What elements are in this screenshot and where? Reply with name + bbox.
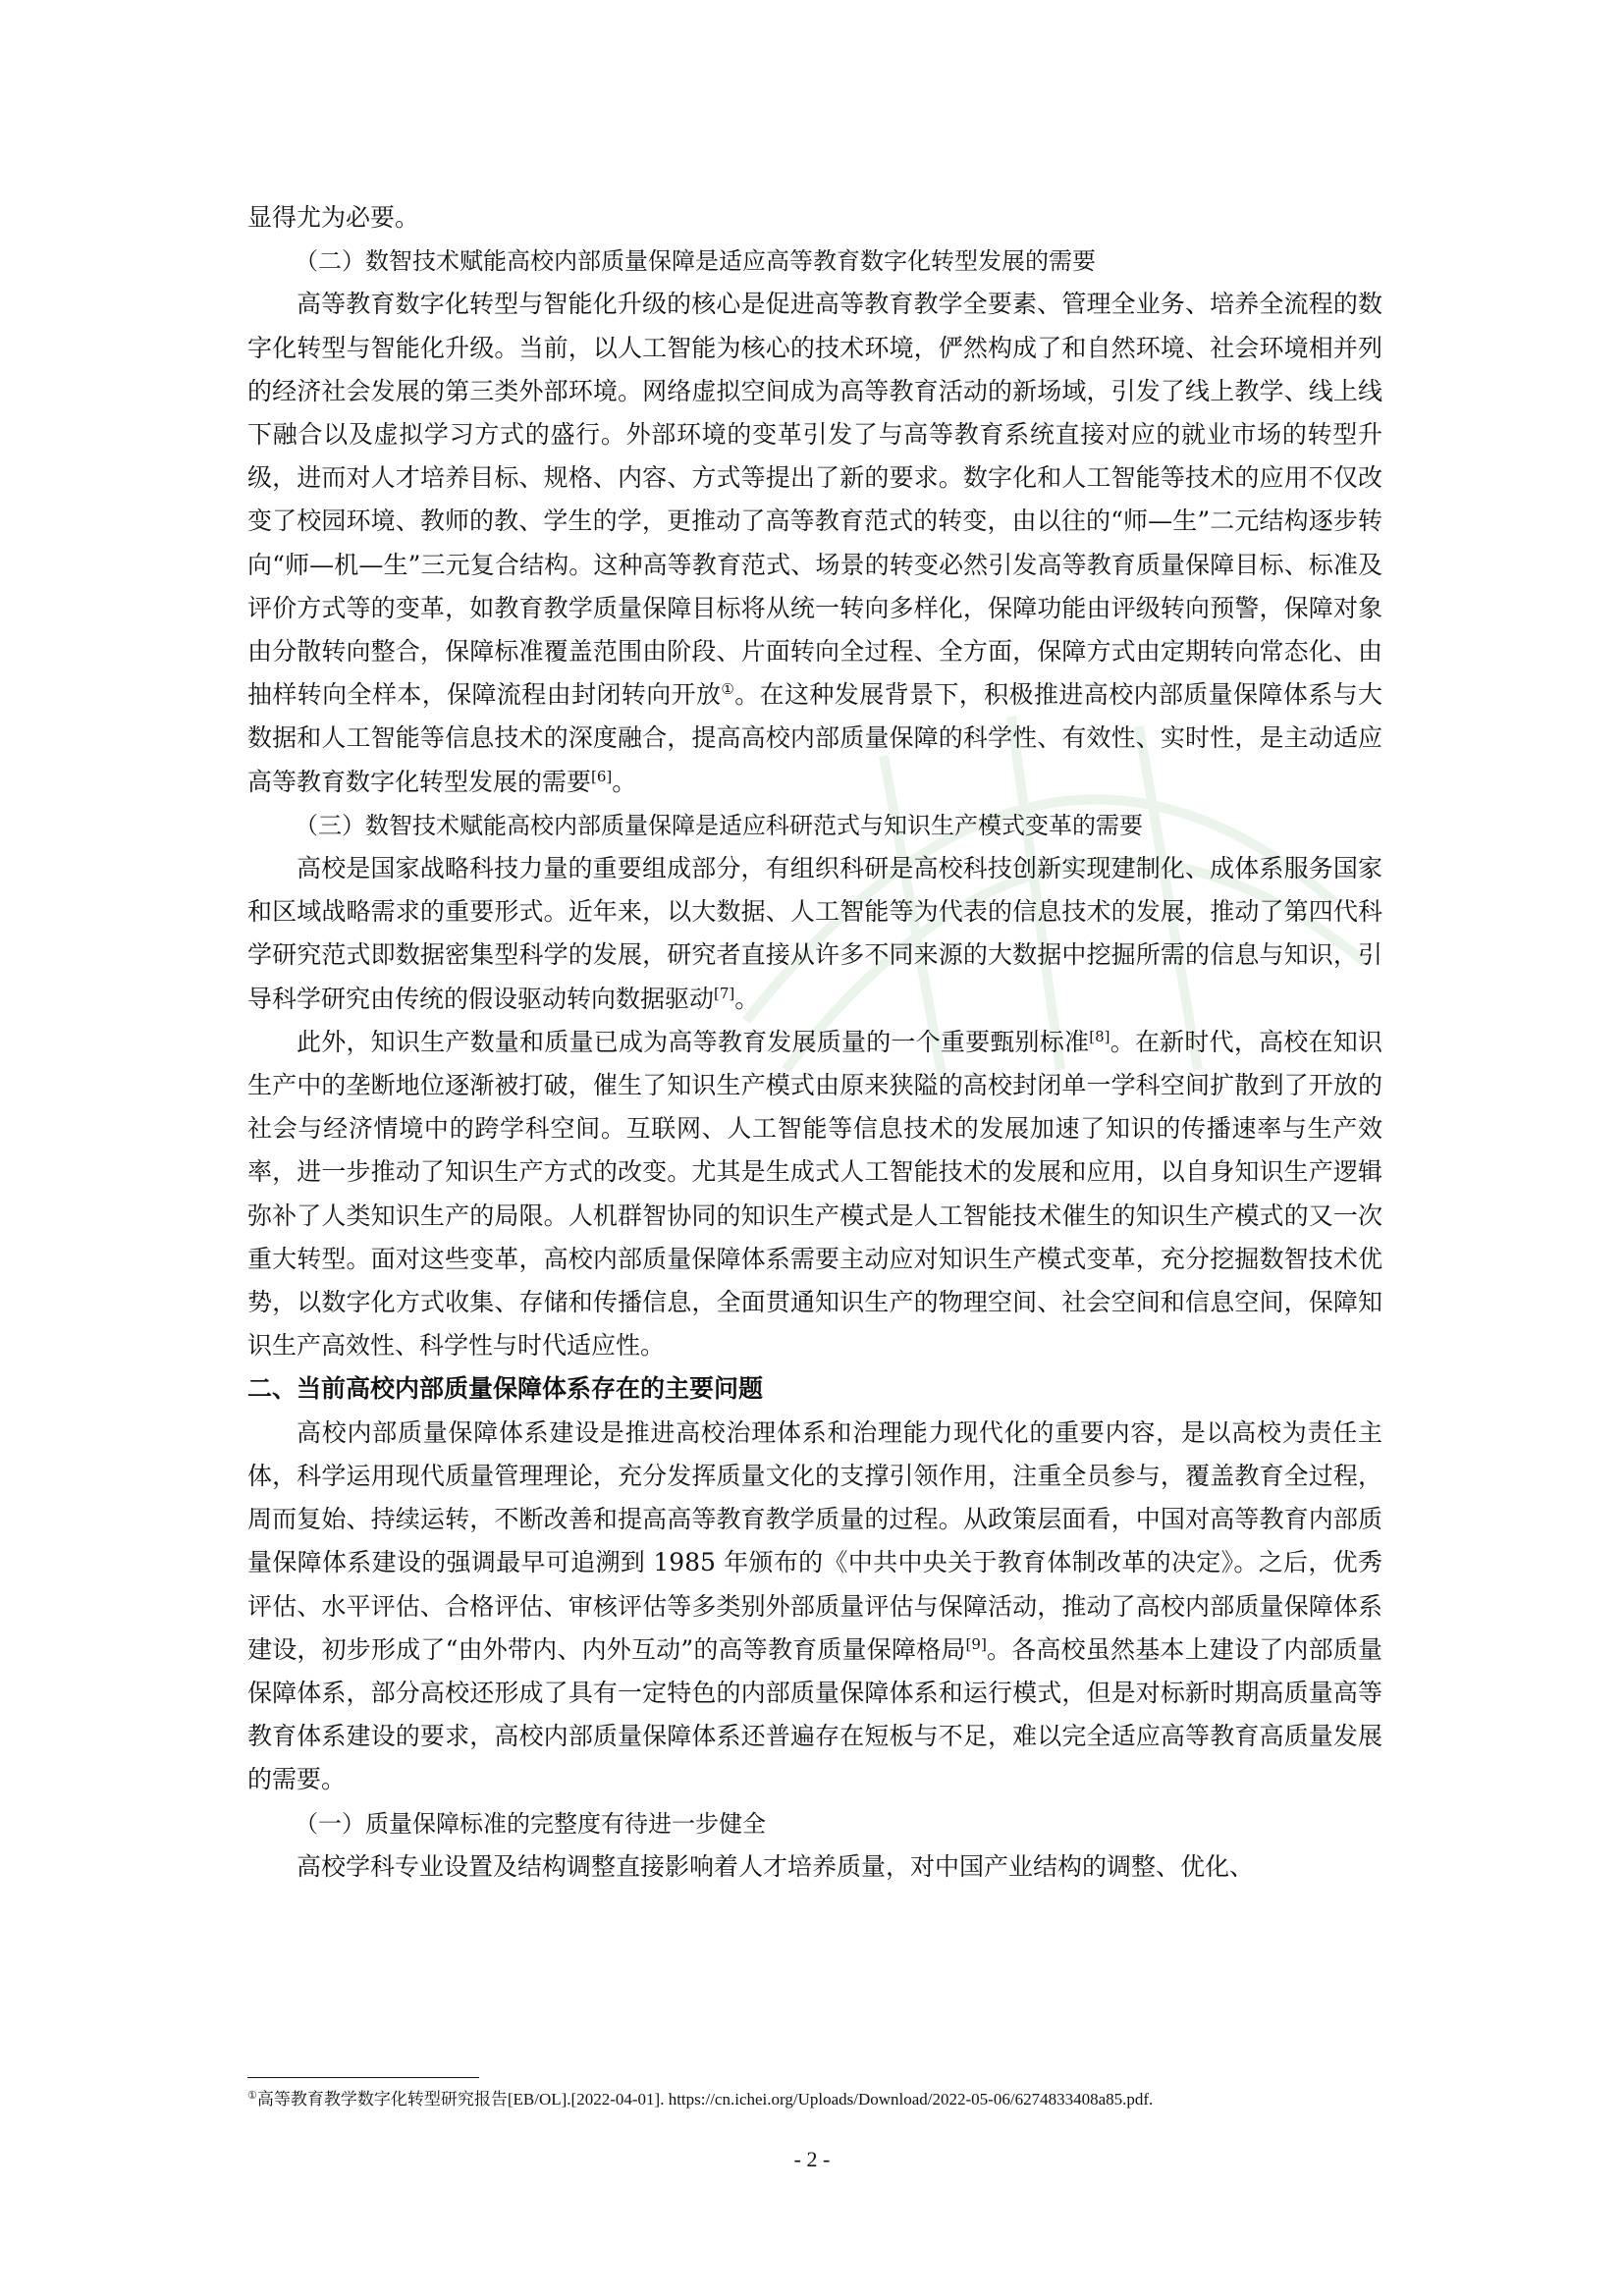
subsection-heading-3: （三）数智技术赋能高校内部质量保障是适应科研范式与知识生产模式变革的需要 (295, 811, 1143, 839)
citation-ref: [6] (591, 767, 613, 785)
page-body (247, 196, 1382, 1889)
subsection-heading-2: （二）数智技术赋能高校内部质量保障是适应高等教育数字化转型发展的需要 (295, 247, 1096, 276)
paragraph-discipline-setting: 高校学科专业设置及结构调整直接影响着人才培养质量，对中国产业结构的调整、优化、 (297, 1851, 1255, 1881)
subsection-heading-1: （一）质量保障标准的完整度有待进一步健全 (295, 1809, 766, 1838)
footnote-marker: ① (721, 680, 735, 699)
footnote-text: 高等教育教学数字化转型研究报告[EB/OL].[2022-04-01]. https://cn.ichei.org/Uploads/Download/2022-05-06/6274833408a85.pdf. (256, 2090, 1154, 2109)
page-number: - 2 - (793, 2147, 831, 2171)
footnote-mark: ① (247, 2090, 257, 2102)
citation-ref: [7] (714, 984, 735, 1002)
citation-ref: [8] (1089, 1027, 1110, 1045)
paragraph-digital-transformation: 高等教育数字化转型与智能化升级的核心是促进高等教育教学全要素、管理全业务、培养全流程的数字化转型与智能化升级。当前，以人工智能为核心的技术环境，俨然构成了和自然环境、社会环境相并列的经济社会发展的第三类外部环境。网络虚拟空间成为高等教育活动的新场域，引发了线上教学、线上线下融合以及虚拟学习方式的盛行。外部环境的变革引发了与高等教育系统直接对应的就业市场的转型升级，进而对人才培养目标、规格、内容、方式等提出了新的要求。数字化和人工智能等技术的应用不仅改变了校园环境、教师的教、学生的学，更推动了高等教育范式的转变，由以往的“师—生”二元结构逐步转向“师—机—生”三元复合结构。这种高等教育范式、场景的转变必然引发高等教育质量保障目标、标准及评价方式等的变革，如教育教学质量保障目标将从统一转向多样化，保障功能由评级转向预警，保障对象由分散转向整合，保障标准覆盖范围由阶段、片面转向全过程、全方面，保障方式由定期转向常态化、由抽样转向全样本，保障流程由封闭转向开放①。在这种发展背景下，积极推进高校内部质量保障体系与大数据和人工智能等信息技术的深度融合，提高高校内部质量保障的科学性、有效性、实时性，是主动适应高等教育数字化转型发展的需要[6]。 (247, 290, 1382, 796)
paragraph-knowledge-production: 此外，知识生产数量和质量已成为高等教育发展质量的一个重要甄别标准[8]。在新时代，高校在知识生产中的垄断地位逐渐被打破，催生了知识生产模式由原来狭隘的高校封闭单一学科空间扩散到了开放的社会与经济情境中的跨学科空间。互联网、人工智能等信息技术的发展加速了知识的传播速率与生产效率，进一步推动了知识生产方式的改变。尤其是生成式人工智能技术的发展和应用，以自身知识生产逻辑弥补了人类知识生产的局限。人机群智协同的知识生产模式是人工智能技术催生的知识生产模式的又一次重大转型。面对这些变革，高校内部质量保障体系需要主动应对知识生产模式变革，充分挖掘数智技术优势，以数字化方式收集、存储和传播信息，全面贯通知识生产的物理空间、社会空间和信息空间，保障知识生产高效性、科学性与时代适应性。 (247, 1027, 1382, 1361)
footnote (247, 2087, 1386, 2112)
paragraph-research-paradigm: 高校是国家战略科技力量的重要组成部分，有组织科研是高校科技创新实现建制化、成体系服务国家和区域战略需求的重要形式。近年来，以大数据、人工智能等为代表的信息技术的发展，推动了第四代科学研究范式即数据密集型科学的发展，研究者直接从许多不同来源的大数据中挖掘所需的信息与知识，引导科学研究由传统的假设驱动转向数据驱动[7]。 (247, 854, 1382, 1013)
paragraph-quality-system: 高校内部质量保障体系建设是推进高校治理体系和治理能力现代化的重要内容，是以高校为责任主体，科学运用现代质量管理理论，充分发挥质量文化的支撑引领作用，注重全员参与，覆盖教育全过程，周而复始、持续运转，不断改善和提高高等教育教学质量的过程。从政策层面看，中国对高等教育内部质量保障体系建设的强调最早可追溯到 1985 年颁布的《中共中央关于教育体制改革的决定》。之后，优秀评估、水平评估、合格评估、审核评估等多类别外部质量评估与保障活动，推动了高校内部质量保障体系建设，初步形成了“由外带内、内外互动”的高等教育质量保障格局[9]。各高校虽然基本上建设了内部质量保障体系，部分高校还形成了具有一定特色的内部质量保障体系和运行模式，但是对标新时期高质量高等教育体系建设的要求，高校内部质量保障体系还普遍存在短板与不足，难以完全适应高等教育高质量发展的需要。 (247, 1417, 1382, 1794)
footnote-separator (247, 2077, 479, 2078)
paragraph-continuation: 显得尤为必要。 (247, 203, 420, 232)
section-heading-2: 二、当前高校内部质量保障体系存在的主要问题 (247, 1374, 764, 1404)
citation-ref: [9] (965, 1634, 987, 1653)
